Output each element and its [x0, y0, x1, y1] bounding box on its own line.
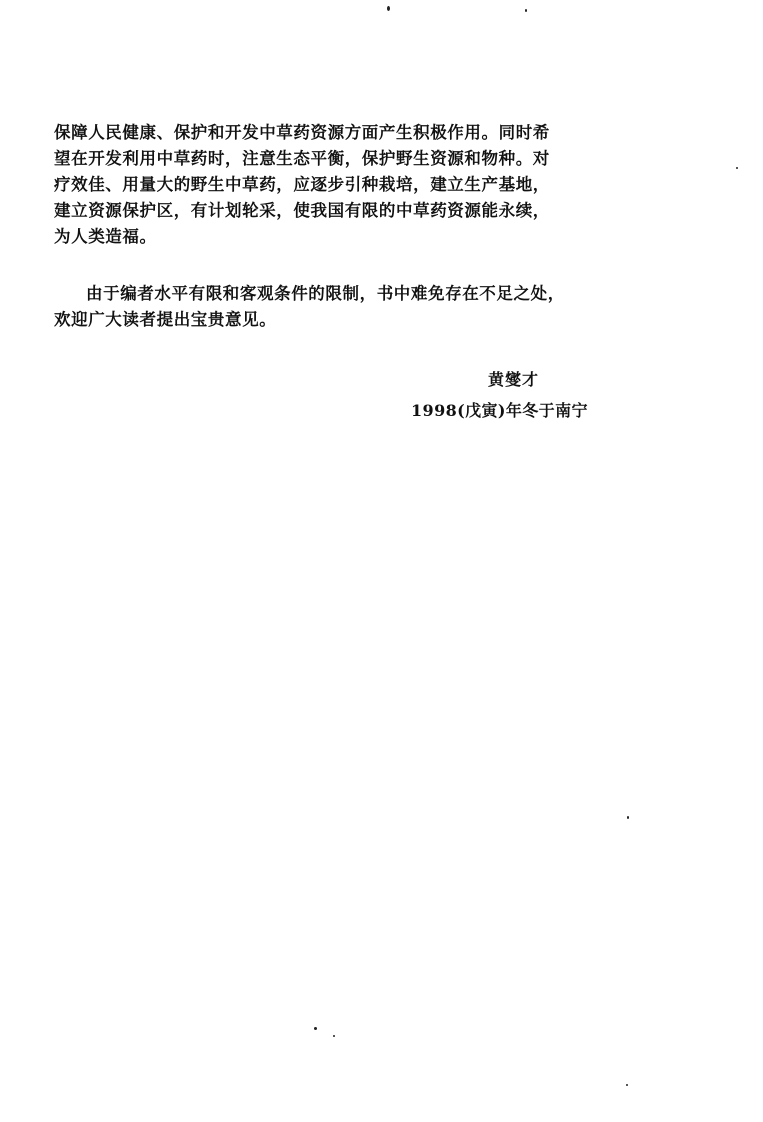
- scan-speck: [314, 1027, 317, 1030]
- paragraph-line: 望在开发利用中草药时，注意生态平衡，保护野生资源和物种。对: [54, 149, 550, 168]
- scan-speck: [333, 1035, 335, 1037]
- scan-speck: [626, 1084, 628, 1086]
- scan-speck: [736, 167, 738, 169]
- paragraph-line: 建立资源保护区，有计划轮采，使我国有限的中草药资源能永续，: [54, 201, 550, 220]
- paragraph-line: 为人类造福。: [54, 227, 157, 246]
- scan-speck: [627, 816, 629, 819]
- scan-speck: [525, 9, 527, 12]
- paragraph-line: 欢迎广大读者提出宝贵意见。: [54, 310, 277, 329]
- scan-speck: [387, 6, 390, 11]
- paragraph-line: 疗效佳、用量大的野生中草药，应逐步引种栽培，建立生产基地，: [54, 175, 550, 194]
- signature-author: 黄燮才: [488, 370, 540, 389]
- paragraph-line: 保障人民健康、保护和开发中草药资源方面产生积极作用。同时希: [54, 123, 550, 142]
- body-paragraph-2: [54, 281, 666, 333]
- signature-date-place: 1998(戊寅)年冬于南宁: [411, 401, 588, 420]
- body-paragraph-1: [54, 120, 666, 250]
- paragraph-line: 由于编者水平有限和客观条件的限制，书中难免存在不足之处，: [86, 284, 565, 303]
